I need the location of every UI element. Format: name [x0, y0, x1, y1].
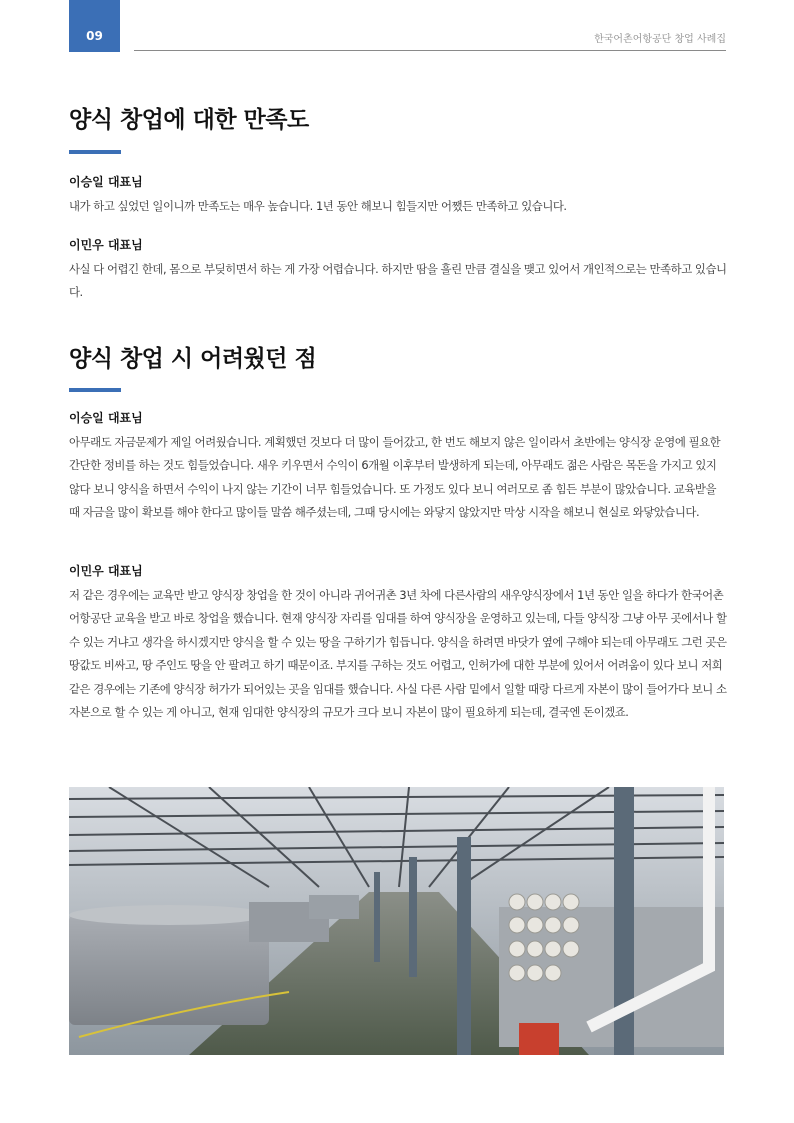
section-title-satisfaction: 양식 창업에 대한 만족도 [69, 107, 309, 133]
interview-entry [69, 236, 729, 305]
section-title-difficulties: 양식 창업 시 어려웠던 점 [69, 346, 317, 372]
speaker-name: 이민우 대표님 [69, 238, 143, 252]
speaker-name: 이승일 대표님 [69, 411, 143, 425]
section-accent-bar [69, 388, 121, 392]
interview-entry [69, 173, 729, 218]
interview-answer: 아무래도 자금문제가 제일 어려웠습니다. 계획했던 것보다 더 많이 들어갔고, 한 번도 해보지 않은 일이라서 초반에는 양식장 운영에 필요한 간단한 정비를 하는 것도 힘들었습니다. 새우 키우면서 수익이 6개월 이후부터 발생하게 되는데, 아무래도 젊은 사람은 목돈을 가지고 있지 않다 보니 양식을 하면서 수익이 나지 않는 기간이 너무 힘들었습니다. 또 가정도 있다 보니 여러모로 좀 힘든 부분이 많았습니다. 교육받을 때 자금을 많이 확보를 해야 한다고 많이들 말씀 해주셨는데, 그때 당시에는 와닿지 않았지만 막상 시작을 해보니 현실로 와닿았습니다. [69, 435, 721, 520]
interview-entry [69, 562, 729, 724]
speaker-name: 이민우 대표님 [69, 564, 143, 578]
interview-entry [69, 409, 729, 525]
interview-answer: 저 같은 경우에는 교육만 받고 양식장 창업을 한 것이 아니라 귀어귀촌 3년 차에 다른사람의 새우양식장에서 1년 동안 일을 하다가 한국어촌어항공단 교육을 받고 바로 창업을 했습니다. 현재 양식장 자리를 임대를 하여 양식장을 운영하고 있는데, 다들 양식장 그냥 아무 곳에서나 할 수 있는 거냐고 생각을 하시겠지만 양식을 할 수 있는 땅을 구하기가 힘듭니다. 양식을 하려면 바닷가 옆에 구해야 되는데 아무래도 그런 곳은 땅값도 비싸고, 땅 주인도 땅을 안 팔려고 하기 때문이죠. 부지를 구하는 것도 어렵고, 인허가에 대한 부분에 있어서 어려움이 있다 보니 저희 같은 경우에는 기존에 양식장 허가가 되어있는 곳을 임대를 했습니다. 사실 다른 사람 밑에서 일할 때랑 다르게 자본이 많이 들어가다 보니 소자본으로 할 수 있는 게 아니고, 현재 임대한 양식장의 규모가 크다 보니 자본이 많이 필요하게 되는데, 결국엔 돈이겠죠. [69, 588, 727, 720]
publication-title: 한국어촌어항공단 창업 사례집 [594, 34, 726, 45]
speaker-name: 이승일 대표님 [69, 175, 143, 189]
interview-answer: 내가 하고 싶었던 일이니까 만족도는 매우 높습니다. 1년 동안 해보니 힘들지만 어쨌든 만족하고 있습니다. [69, 199, 567, 213]
shrimp-farm-photo [69, 787, 724, 1055]
page-number-badge [69, 0, 120, 52]
interview-answer: 사실 다 어렵긴 한데, 몸으로 부딪히면서 하는 게 가장 어렵습니다. 하지만 땀을 흘린 만큼 결실을 맺고 있어서 개인적으로는 만족하고 있습니다. [69, 262, 727, 300]
section-accent-bar [69, 150, 121, 154]
header-divider [134, 50, 726, 51]
page-number: 09 [86, 29, 103, 43]
